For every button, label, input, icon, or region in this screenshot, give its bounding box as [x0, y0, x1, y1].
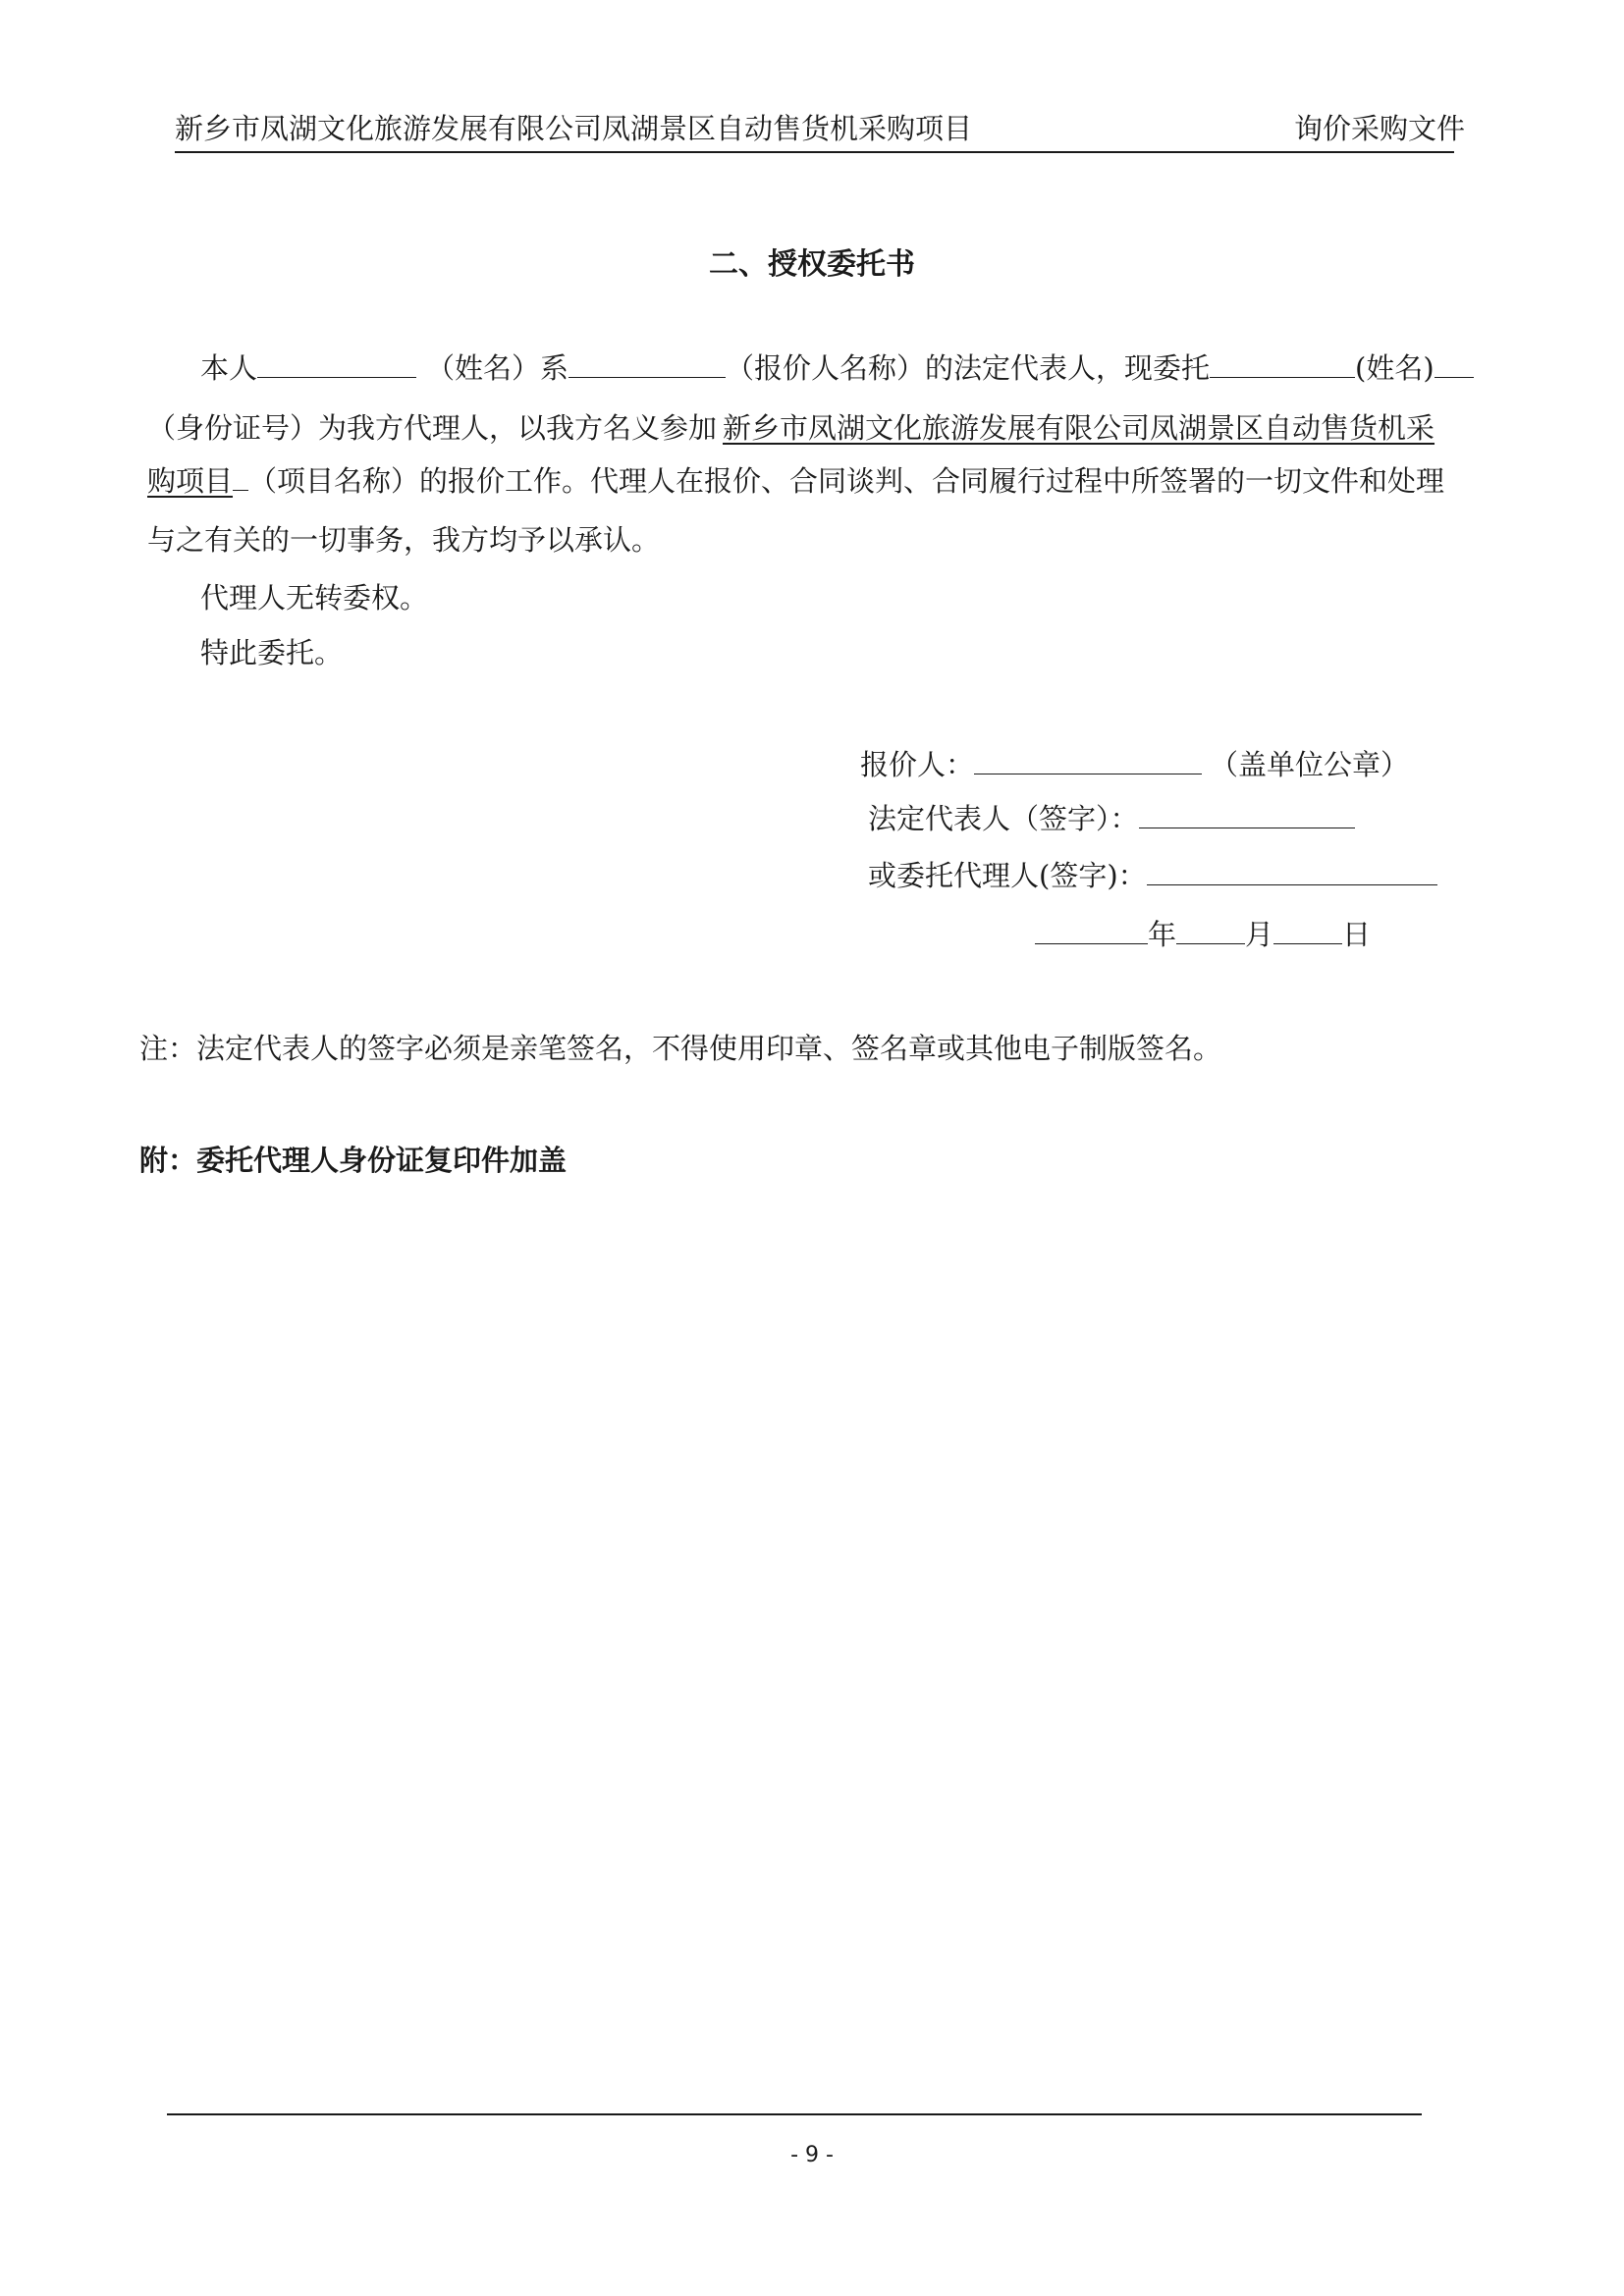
month-label: 月	[1245, 918, 1274, 951]
stamp-label: （盖单位公章）	[1210, 748, 1410, 781]
text-id-agent: （身份证号）为我方代理人，以我方名义参加	[147, 411, 718, 445]
blank-name	[257, 351, 416, 378]
year-label: 年	[1148, 918, 1177, 951]
body-line-4: 与之有关的一切事务，我方均予以承认。	[147, 523, 661, 557]
header-doc-type: 询价采购文件	[1294, 112, 1466, 145]
blank-quoter-name	[568, 351, 726, 378]
body-line-5: 代理人无转委权。	[200, 581, 429, 614]
agent-label: 或委托代理人(签字)：	[868, 859, 1147, 892]
blank-agent-sign	[1147, 859, 1437, 885]
project-name-underlined-cont: 购项目	[147, 464, 234, 498]
underline-tail	[233, 464, 248, 491]
quoter-line	[860, 746, 1409, 783]
blank-month	[1176, 918, 1245, 944]
text-ben-ren: 本人	[200, 351, 258, 385]
header-project-name: 新乡市凤湖文化旅游发展有限公司凤湖景区自动售货机采购项目	[175, 112, 973, 145]
day-label: 日	[1342, 918, 1372, 951]
blank-quoter-stamp	[974, 748, 1202, 774]
blank-day	[1273, 918, 1342, 944]
body-line-3	[147, 462, 1444, 500]
blank-year	[1035, 918, 1148, 944]
footer-rule	[167, 2113, 1422, 2115]
quoter-label: 报价人：	[860, 748, 975, 781]
page-number: - 9 -	[790, 2143, 834, 2167]
body-line-2	[147, 409, 1435, 447]
legal-rep-label: 法定代表人（签字）：	[868, 802, 1139, 835]
blank-legal-rep-sign	[1139, 802, 1355, 828]
project-name-underlined: 新乡市凤湖文化旅游发展有限公司凤湖景区自动售货机采	[723, 411, 1435, 445]
text-name-of: （姓名）系	[426, 351, 569, 385]
text-legal-rep-entrust: （报价人名称）的法定代表人，现委托	[726, 351, 1211, 385]
agent-line	[868, 857, 1437, 894]
blank-id-number	[1435, 351, 1474, 378]
text-quote-work: （项目名称）的报价工作。代理人在报价、合同谈判、合同履行过程中所签署的一切文件和处理	[248, 464, 1445, 498]
attachment-heading: 附：委托代理人身份证复印件加盖	[139, 1144, 568, 1177]
legal-rep-line	[868, 800, 1355, 837]
text-name-label: (姓名)	[1355, 351, 1435, 385]
note-text: 注：法定代表人的签字必须是亲笔签名，不得使用印章、签名章或其他电子制版签名。	[139, 1032, 1222, 1065]
header-rule	[175, 151, 1454, 153]
page-title: 二、授权委托书	[709, 247, 915, 282]
blank-agent-name	[1210, 351, 1355, 378]
body-line-6: 特此委托。	[200, 636, 344, 669]
date-line	[1035, 916, 1371, 953]
body-line-1	[200, 349, 1474, 387]
